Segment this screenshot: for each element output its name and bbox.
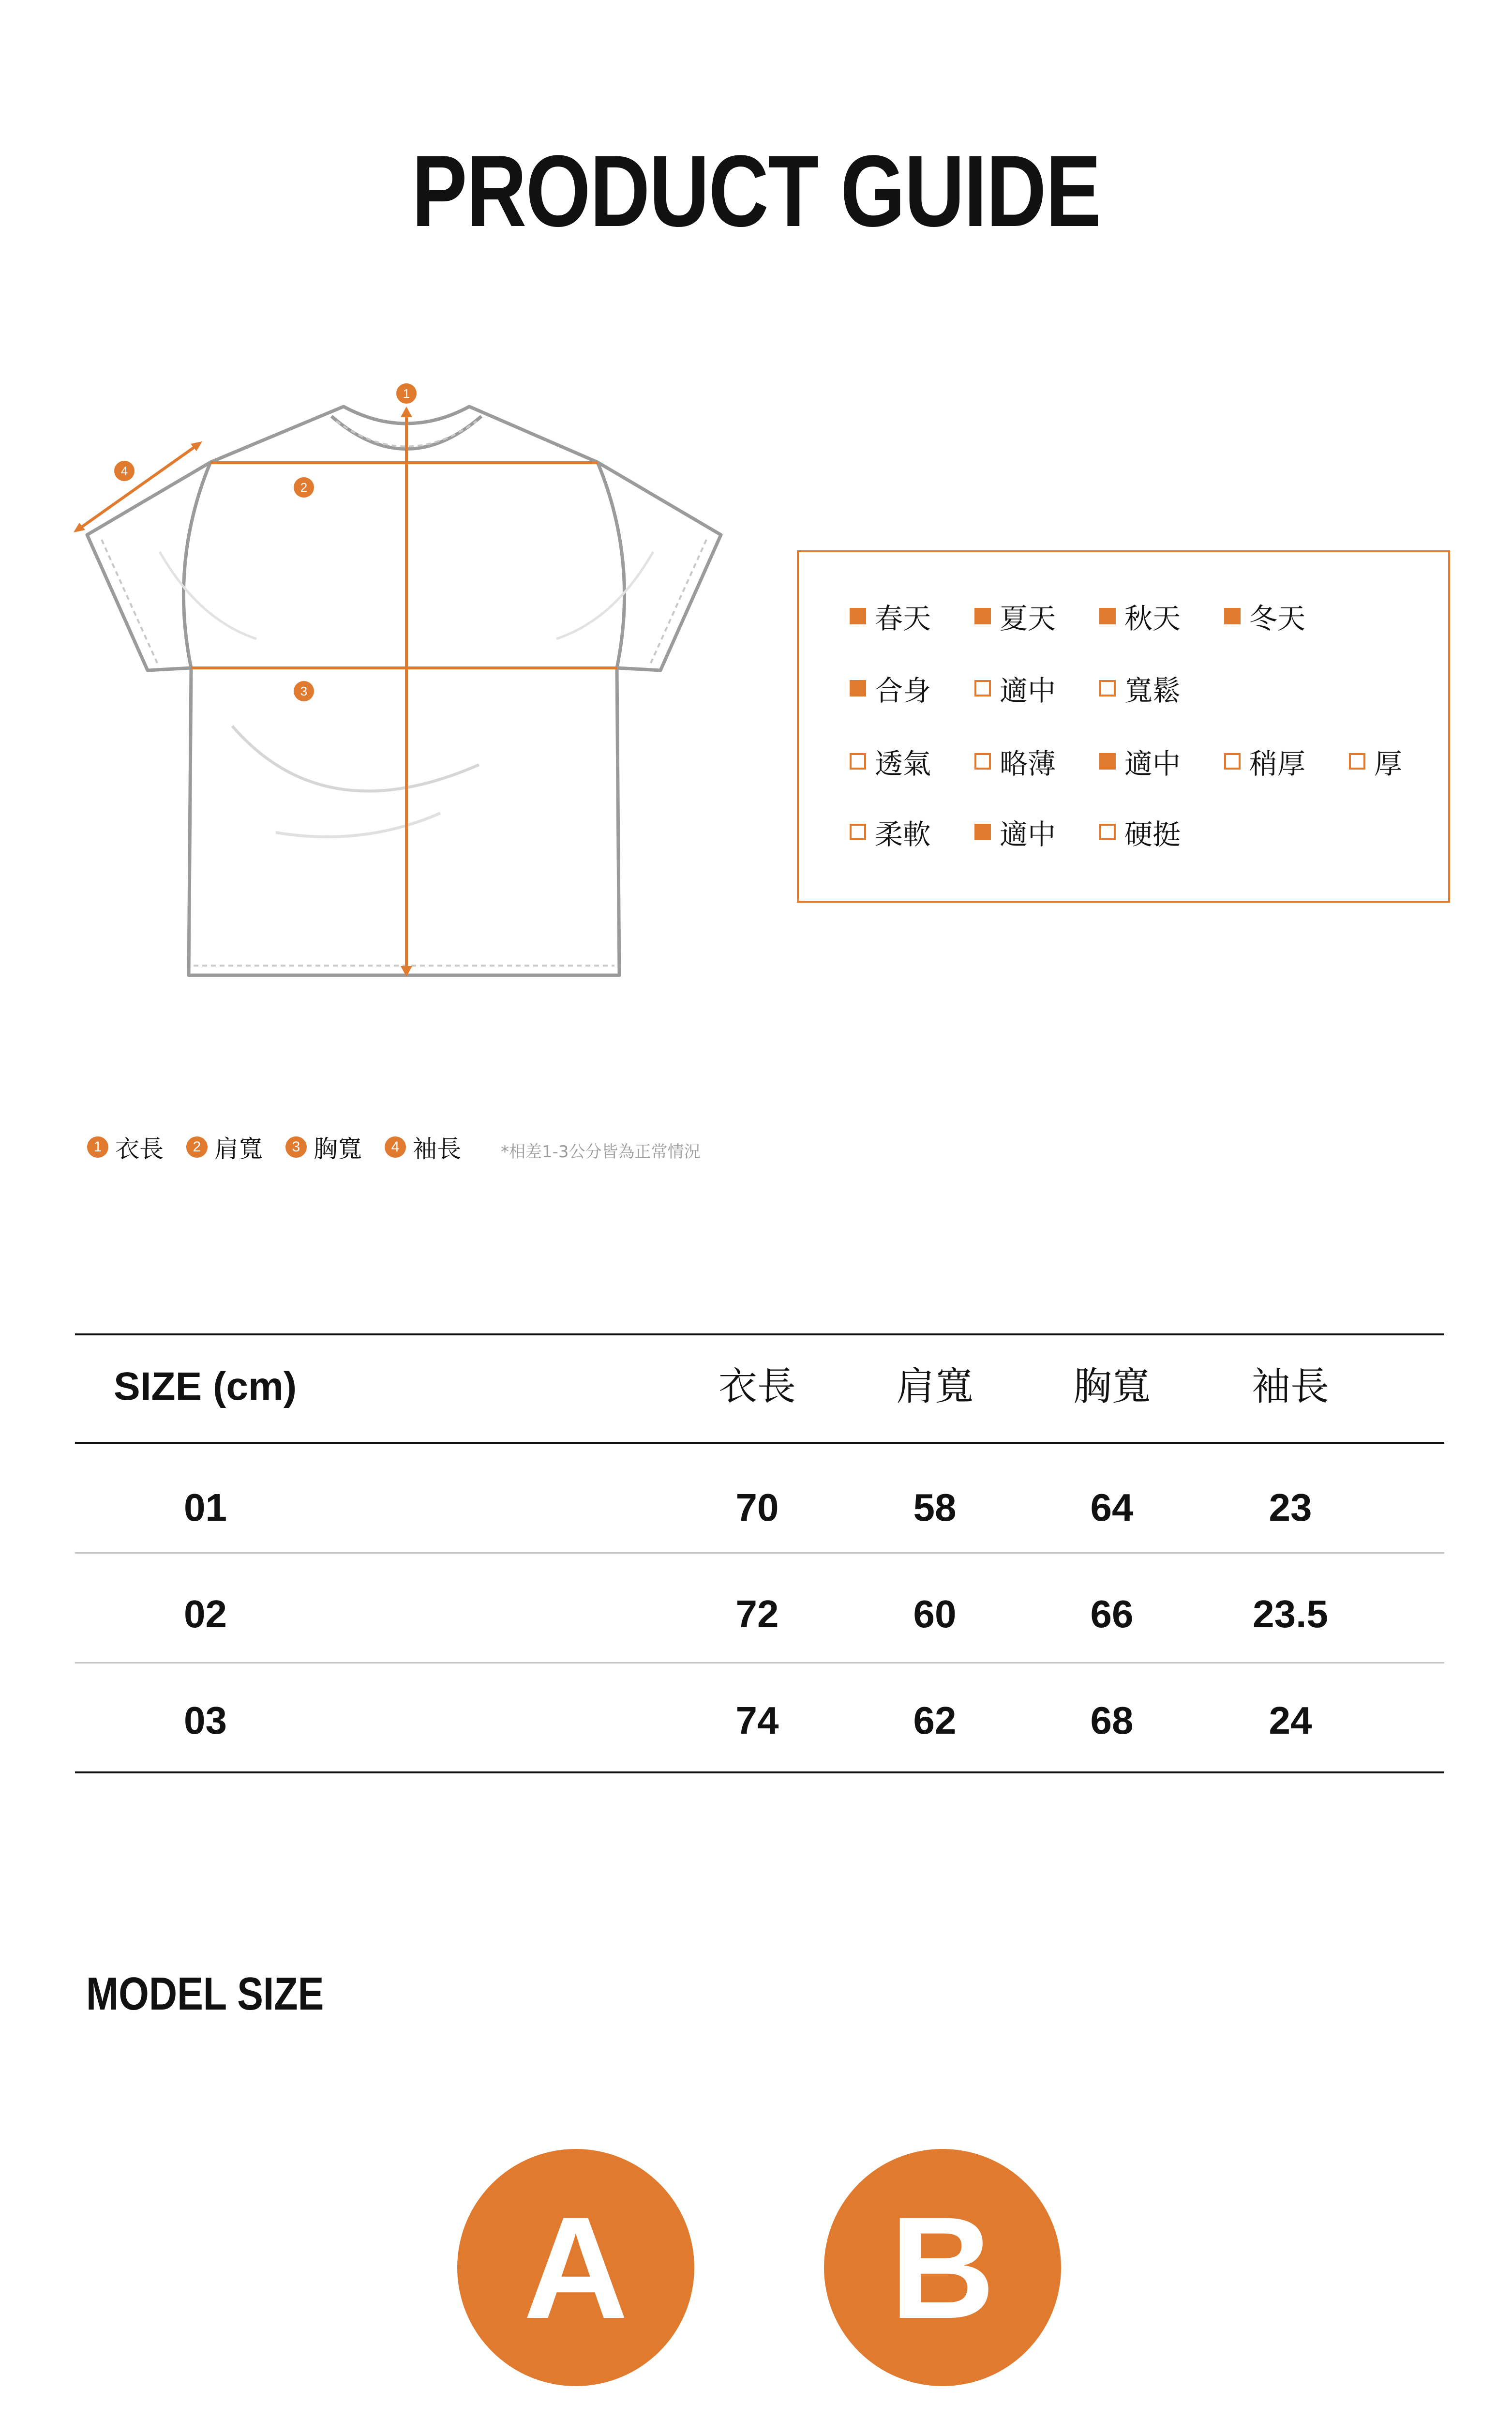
checkbox-icon (1224, 753, 1241, 770)
table-cell: 74 (735, 1699, 779, 1742)
table-header-rule (75, 1442, 1444, 1444)
table-header-col: 衣長 (719, 1364, 796, 1409)
marker-1-label: 1 (403, 386, 410, 401)
model-b-badge: B (824, 2149, 1061, 2386)
legend-label: 胸寬 (314, 1135, 362, 1163)
attr-option-label: 春天 (875, 602, 931, 635)
table-cell: 72 (735, 1592, 779, 1635)
attr-option-label: 略薄 (1000, 747, 1056, 780)
table-bottom-rule (75, 1771, 1444, 1773)
table-cell: 23 (1269, 1486, 1312, 1529)
attr-option-label: 厚 (1374, 747, 1403, 780)
attr-option (1099, 597, 1181, 635)
checkbox-icon (850, 824, 866, 840)
checkbox-icon (1099, 680, 1116, 696)
attr-option (1099, 742, 1181, 781)
attr-option (974, 669, 1056, 708)
tshirt-diagram (73, 368, 740, 1007)
attr-option-label: 夏天 (1000, 602, 1056, 635)
checkbox-icon (850, 680, 866, 696)
attr-option (974, 813, 1056, 851)
attr-option (850, 742, 931, 781)
attr-option (1349, 742, 1402, 781)
page-title: PRODUCT GUIDE (411, 134, 1101, 248)
attr-option (850, 813, 931, 851)
checkbox-icon (1224, 608, 1241, 624)
attr-option (974, 597, 1056, 635)
table-cell: 66 (1090, 1592, 1134, 1635)
attr-option-label: 透氣 (875, 747, 931, 780)
table-row-divider (75, 1662, 1444, 1664)
table-row-divider (75, 1552, 1444, 1554)
table-top-rule (75, 1333, 1444, 1335)
attr-option (974, 742, 1056, 781)
checkbox-icon (1349, 753, 1365, 770)
table-cell: 60 (913, 1592, 957, 1635)
model-a-badge: A (457, 2149, 694, 2386)
checkbox-icon (1099, 824, 1116, 840)
attr-option (1099, 669, 1181, 708)
table-cell: 62 (913, 1699, 957, 1742)
table-cell-size: 03 (184, 1699, 227, 1742)
checkbox-icon (850, 608, 866, 624)
marker-4-label: 4 (120, 464, 128, 478)
legend-label: 肩寬 (214, 1135, 263, 1163)
legend-label: 袖長 (413, 1135, 461, 1163)
table-cell: 70 (735, 1486, 779, 1529)
legend-item (385, 1130, 461, 1164)
checkbox-icon (974, 680, 991, 696)
checkbox-icon (1099, 753, 1116, 770)
table-cell: 23.5 (1253, 1592, 1328, 1635)
number-badge-icon: 4 (385, 1136, 406, 1158)
legend-item (285, 1130, 362, 1164)
number-badge-icon: 2 (186, 1136, 208, 1158)
marker-3-label: 3 (300, 684, 308, 698)
table-cell: 64 (1090, 1486, 1134, 1529)
attributes-box (797, 550, 1450, 903)
table-cell: 58 (913, 1486, 957, 1529)
model-size-title: MODEL SIZE (86, 1968, 324, 2020)
table-cell-size: 02 (184, 1592, 227, 1635)
attr-option-label: 適中 (1124, 747, 1181, 780)
table-cell: 68 (1090, 1699, 1134, 1742)
attr-option (850, 669, 931, 708)
attr-option-label: 冬天 (1249, 602, 1306, 635)
table-header-size: SIZE (cm) (114, 1364, 297, 1408)
table-header-col: 袖長 (1252, 1364, 1329, 1409)
attr-option (1224, 742, 1305, 781)
attr-option (850, 597, 931, 635)
checkbox-icon (1099, 608, 1116, 624)
checkbox-icon (974, 753, 991, 770)
tolerance-note: *相差1-3公分皆為正常情況 (501, 1142, 701, 1162)
attr-option-label: 柔軟 (875, 818, 931, 851)
table-header-col: 胸寬 (1073, 1364, 1151, 1409)
attr-option-label: 寬鬆 (1124, 674, 1181, 707)
attr-option-label: 適中 (1000, 674, 1056, 707)
attr-option-label: 適中 (1000, 818, 1056, 851)
legend-item (186, 1130, 263, 1164)
legend-label: 衣長 (115, 1135, 164, 1163)
number-badge-icon: 1 (87, 1136, 108, 1158)
attr-option-label: 硬挺 (1124, 818, 1181, 851)
checkbox-icon (974, 608, 991, 624)
measurement-legend (87, 1130, 813, 1164)
attr-option-label: 合身 (875, 674, 931, 707)
number-badge-icon: 3 (285, 1136, 307, 1158)
table-cell-size: 01 (184, 1486, 227, 1529)
checkbox-icon (850, 753, 866, 770)
attr-option (1099, 813, 1181, 851)
table-cell: 24 (1269, 1699, 1312, 1742)
attr-option (1224, 597, 1305, 635)
table-header-col: 肩寬 (896, 1364, 973, 1409)
attr-option-label: 秋天 (1124, 602, 1181, 635)
marker-2-label: 2 (300, 480, 308, 495)
attr-option-label: 稍厚 (1249, 747, 1306, 780)
checkbox-icon (974, 824, 991, 840)
legend-item (87, 1130, 164, 1164)
